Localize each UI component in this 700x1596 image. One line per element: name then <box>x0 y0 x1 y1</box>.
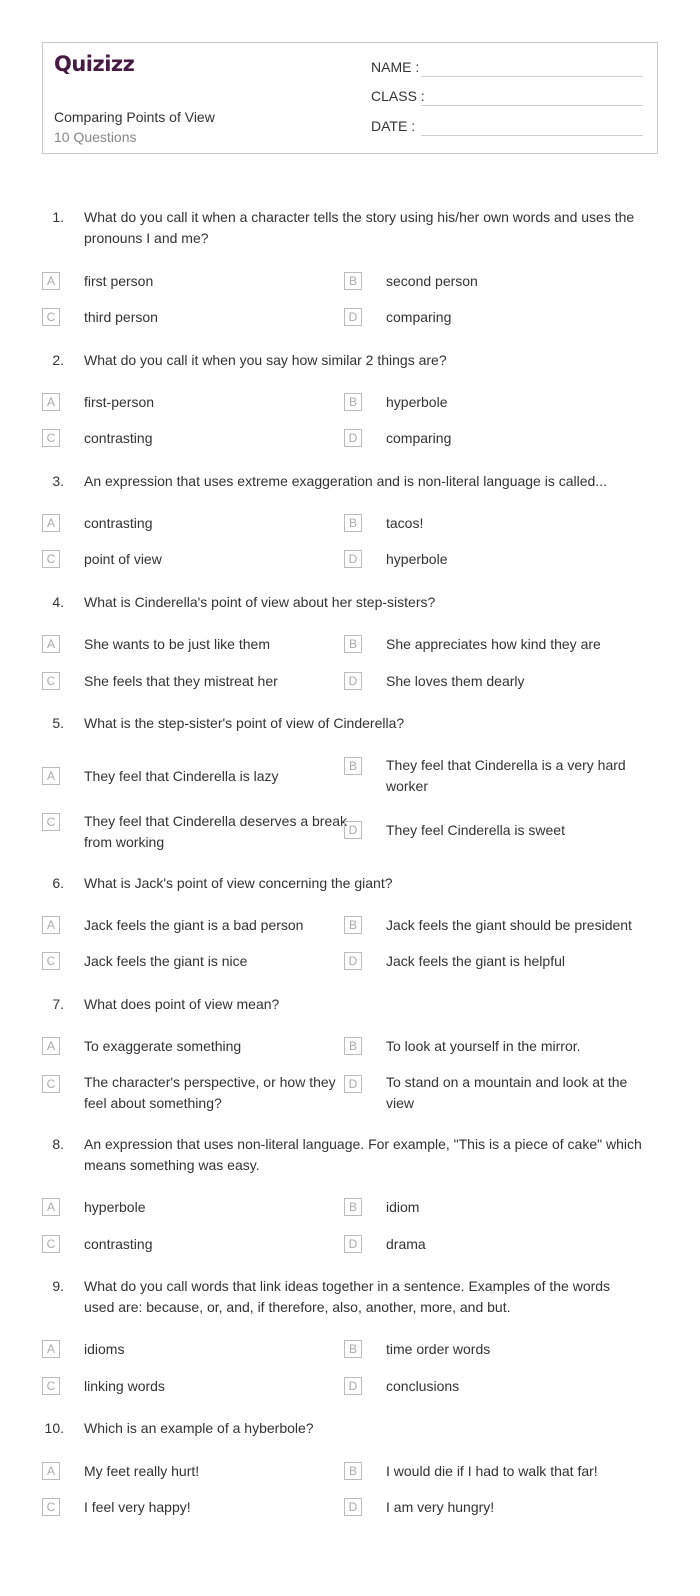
option-letter-box: D <box>344 1498 362 1516</box>
option-text: first person <box>84 273 154 289</box>
date-field[interactable] <box>371 118 643 138</box>
option-text: contrasting <box>84 1236 153 1252</box>
option-text: I am very hungry! <box>386 1499 495 1515</box>
option-letter-box: D <box>344 1235 362 1253</box>
option-text: She appreciates how kind they are <box>386 636 601 652</box>
class-line <box>421 105 643 106</box>
question-number: 7. <box>52 996 64 1012</box>
option-letter-box: A <box>42 1462 60 1480</box>
option-text: idiom <box>386 1199 420 1215</box>
option-letter-box: C <box>42 1235 60 1253</box>
question-text: What do you call it when a character tells the story using his/her own words and uses the pronouns I and me? <box>84 209 635 246</box>
option-letter-box: A <box>42 767 60 785</box>
option-letter-box: C <box>42 1498 60 1516</box>
option-text: point of view <box>84 551 162 567</box>
option-text: linking words <box>84 1378 165 1394</box>
option-text: She wants to be just like them <box>84 636 270 652</box>
option-letter-box: D <box>344 308 362 326</box>
option-letter-box: C <box>42 1377 60 1395</box>
option-text: My feet really hurt! <box>84 1463 200 1479</box>
question-text: An expression that uses extreme exaggeration and is non-literal language is called... <box>84 473 607 489</box>
option-letter-box: C <box>42 952 60 970</box>
question-number: 5. <box>52 715 64 731</box>
option-text: hyperbole <box>386 394 448 410</box>
worksheet-title: Comparing Points of View <box>54 109 215 125</box>
option-text: comparing <box>386 309 452 325</box>
question-text: What do you call words that link ideas together in a sentence. Examples of the words used are: because, or, and, if therefore, also, another, more, and but. <box>84 1278 611 1315</box>
question-number: 2. <box>52 352 64 368</box>
option-text: To exaggerate something <box>84 1038 242 1054</box>
class-field[interactable] <box>371 88 643 108</box>
option-letter-box: D <box>344 1377 362 1395</box>
option-letter-box: A <box>42 514 60 532</box>
question-count: 10 Questions <box>54 129 137 145</box>
option-letter-box: D <box>344 672 362 690</box>
option-letter-box: C <box>42 1075 60 1093</box>
option-letter-box: A <box>42 1037 60 1055</box>
option-text: They feel that Cinderella deserves a break from working <box>84 813 348 850</box>
option-letter-box: C <box>42 813 60 831</box>
question-text: What is Cinderella's point of view about her step-sisters? <box>84 594 436 610</box>
question-number: 9. <box>52 1278 64 1294</box>
option-letter-box: A <box>42 635 60 653</box>
question-text: What is Jack's point of view concerning the giant? <box>84 875 393 891</box>
option-letter-box: C <box>42 550 60 568</box>
option-letter-box: C <box>42 429 60 447</box>
option-text: first-person <box>84 394 155 410</box>
option-letter-box: B <box>344 272 362 290</box>
option-text: To look at yourself in the mirror. <box>386 1038 581 1054</box>
question-number: 1. <box>52 209 64 225</box>
option-text: third person <box>84 309 158 325</box>
question-number: 3. <box>52 473 64 489</box>
quizizz-logo: Quizizz <box>54 52 135 76</box>
option-text: Jack feels the giant is helpful <box>386 953 565 969</box>
option-text: hyperbole <box>84 1199 146 1215</box>
question-text: What does point of view mean? <box>84 996 280 1012</box>
option-text: I feel very happy! <box>84 1499 191 1515</box>
question-number: 6. <box>52 875 64 891</box>
option-text: They feel that Cinderella is a very hard worker <box>386 757 626 794</box>
option-text: conclusions <box>386 1378 460 1394</box>
option-text: They feel Cinderella is sweet <box>386 822 565 838</box>
option-letter-box: A <box>42 916 60 934</box>
option-letter-box: D <box>344 952 362 970</box>
question-text: What is the step-sister's point of view of Cinderella? <box>84 715 405 731</box>
option-text: comparing <box>386 430 452 446</box>
option-text: time order words <box>386 1341 491 1357</box>
option-text: I would die if I had to walk that far! <box>386 1463 598 1479</box>
question-text: What do you call it when you say how similar 2 things are? <box>84 352 447 368</box>
option-letter-box: D <box>344 429 362 447</box>
option-text: Jack feels the giant is a bad person <box>84 917 304 933</box>
name-field[interactable] <box>371 59 643 79</box>
option-letter-box: B <box>344 1462 362 1480</box>
question-text: An expression that uses non-literal language. For example, "This is a piece of cake" which means something was easy. <box>84 1136 642 1173</box>
option-text: contrasting <box>84 515 153 531</box>
option-text: They feel that Cinderella is lazy <box>84 768 279 784</box>
name-label: NAME : <box>371 59 420 75</box>
option-text: contrasting <box>84 430 153 446</box>
option-text: hyperbole <box>386 551 448 567</box>
option-letter-box: B <box>344 635 362 653</box>
option-letter-box: B <box>344 1037 362 1055</box>
option-text: To stand on a mountain and look at the view <box>386 1074 628 1111</box>
option-letter-box: D <box>344 550 362 568</box>
name-line <box>421 76 643 77</box>
option-letter-box: D <box>344 1075 362 1093</box>
option-text: The character's perspective, or how they feel about something? <box>84 1074 336 1111</box>
option-letter-box: C <box>42 308 60 326</box>
option-text: idioms <box>84 1341 125 1357</box>
option-letter-box: B <box>344 393 362 411</box>
option-text: She loves them dearly <box>386 673 525 689</box>
option-letter-box: C <box>42 672 60 690</box>
question-number: 10. <box>44 1420 64 1436</box>
date-line <box>421 135 643 136</box>
option-text: second person <box>386 273 478 289</box>
question-number: 4. <box>52 594 64 610</box>
question-text: Which is an example of a hyberbole? <box>84 1420 314 1436</box>
option-letter-box: B <box>344 757 362 775</box>
option-text: She feels that they mistreat her <box>84 673 278 689</box>
option-letter-box: B <box>344 1198 362 1216</box>
option-letter-box: B <box>344 514 362 532</box>
question-number: 8. <box>52 1136 64 1152</box>
date-label: DATE : <box>371 118 416 134</box>
option-letter-box: D <box>344 821 362 839</box>
option-text: Jack feels the giant should be president <box>386 917 632 933</box>
option-letter-box: B <box>344 916 362 934</box>
option-text: tacos! <box>386 515 424 531</box>
worksheet-header <box>42 42 658 154</box>
option-letter-box: A <box>42 393 60 411</box>
option-letter-box: A <box>42 1340 60 1358</box>
class-label: CLASS : <box>371 88 425 104</box>
option-letter-box: A <box>42 272 60 290</box>
option-text: Jack feels the giant is nice <box>84 953 248 969</box>
option-letter-box: A <box>42 1198 60 1216</box>
option-letter-box: B <box>344 1340 362 1358</box>
option-text: drama <box>386 1236 426 1252</box>
